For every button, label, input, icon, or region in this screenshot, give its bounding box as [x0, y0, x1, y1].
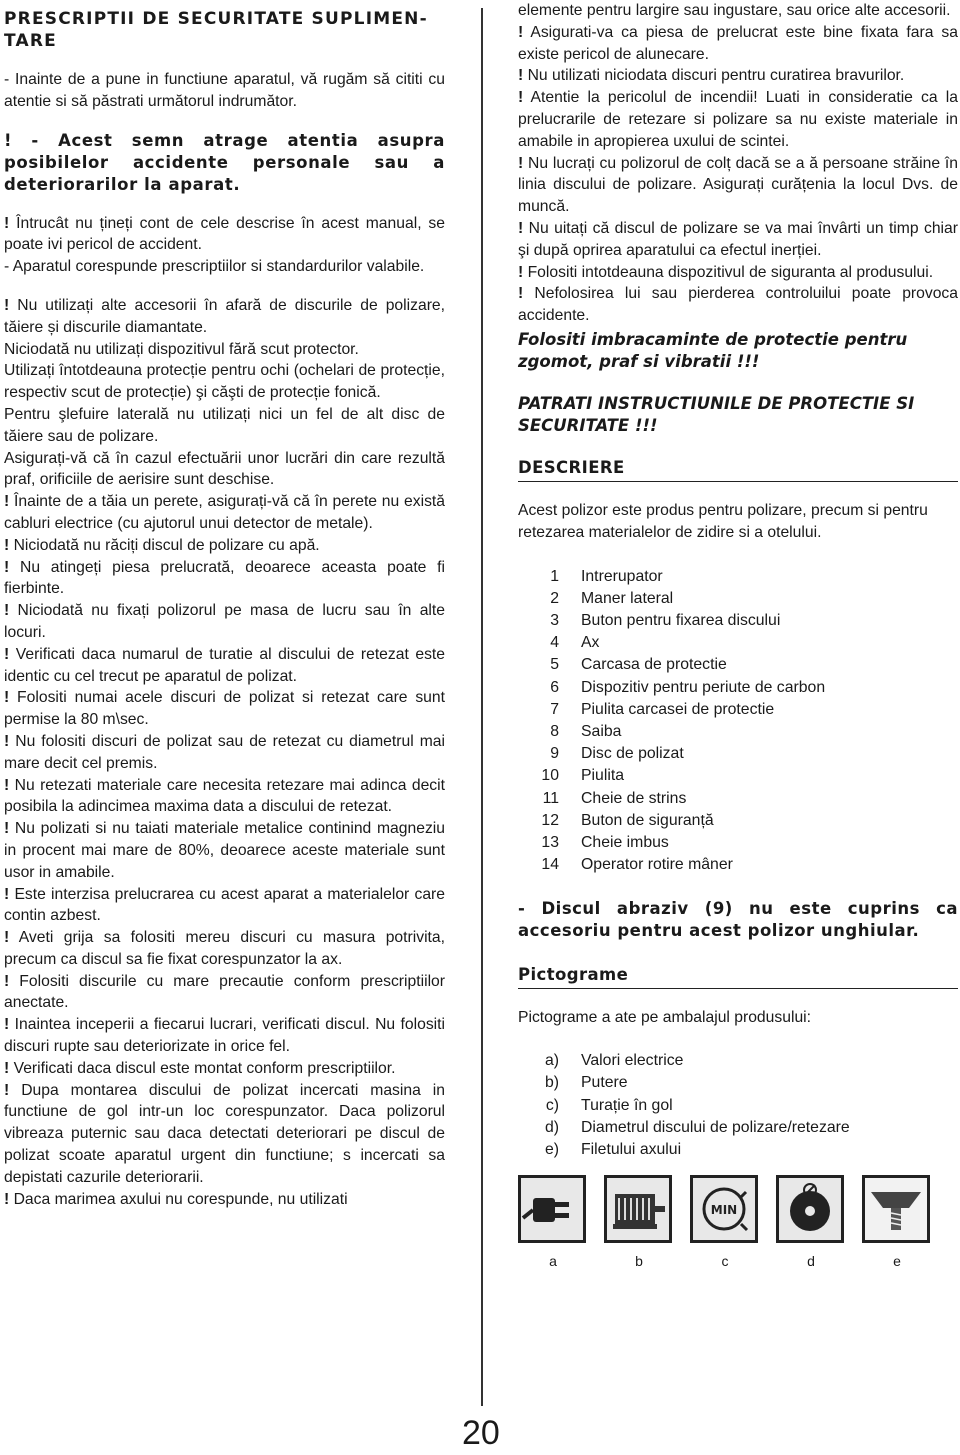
section-title: PRESCRIPTII DE SECURITATE SUPLIMEN-TARE: [4, 9, 428, 51]
warning-bang: !: [4, 1081, 10, 1099]
warning-bang: !: [4, 1190, 10, 1208]
warning-bang: !: [518, 67, 524, 85]
warning-bang: !: [4, 296, 10, 314]
part-item: 10 Piulita: [541, 767, 625, 785]
part-item: 13 Cheie imbus: [541, 833, 669, 851]
paragraph-accessories: ! Nu utilizați alte accesorii în afară de discurile de polizare, tăiere și discurile diamantate.: [4, 296, 445, 336]
pictogram-b: b: [604, 1175, 680, 1271]
warning-item: ! Niciodată nu fixați polizorul pe masa de lucru sau în alte locuri.: [4, 602, 445, 641]
warning-item: ! Nu polizati si nu taiati materiale metalice continind magneziu in procent mai mare de 80%, deoarece aceste materiale sunt usor in amabile.: [4, 820, 445, 881]
pictogram-item: e) Filetului axului: [544, 1141, 682, 1158]
warning-item: ! Nu folositi discuri de polizat sau de retezat cu diametrul mai mare decit cel premis.: [4, 732, 445, 772]
warning-item: ! Nu lucrați cu polizorul de colț dacă se a ă persoane străine în linia discului de polizare. Asigurați curățenia la locul Dvs. de muncă.: [518, 154, 958, 216]
description-text: Acest polizor este produs pentru polizare, precum si pentru retezarea materialelor de zidire si a otelului.: [518, 501, 928, 541]
svg-text:MIN: MIN: [710, 1203, 738, 1218]
part-item: 14 Operator rotire mâner: [541, 856, 733, 874]
parts-list: [518, 566, 958, 877]
warning-item: ! Nu uitați că discul de polizare se va mai învârti un timp chiar şi după oprirea aparatului ca efectul inerției.: [518, 219, 958, 259]
paragraph-side-grinding: Pentru şlefuire laterală nu utilizați nici un fel de alt disc de tăiere sau de polizare.: [4, 405, 445, 445]
warning-item: ! Folositi discurile cu mare precautie conform prescriptiilor anectate.: [4, 972, 445, 1012]
page-number: 20: [462, 1414, 500, 1452]
warning-item: ! Folositi intotdeauna dispozitivul de siguranta al produsului.: [518, 263, 934, 281]
pictogram-strip: [518, 1175, 958, 1271]
warning-item: ! Atentie la pericolul de incendii! Luati in consideratie ca la prelucrarile de retezare si polizare sa nu existe materiale in amabile in apropierea uxului de scintei.: [518, 89, 958, 150]
pictogram-e: e: [862, 1175, 938, 1271]
warning-item: ! Nu utilizati niciodata discuri pentru curatirea bravurilor.: [518, 67, 905, 85]
part-item: 9 Disc de polizat: [550, 745, 684, 763]
pictograms-section: [518, 964, 958, 1271]
keep-instructions-note: PATRATI INSTRUCTIUNILE DE PROTECTIE SI SECURITATE !!!: [518, 393, 915, 435]
paragraph-standards: - Aparatul corespunde prescriptiilor si standardurilor valabile.: [4, 258, 425, 276]
pictogram-item: a) Valori electrice: [544, 1052, 684, 1070]
warning-item: ! Nu atingeți piesa prelucrată, deoarece aceasta poate fi fierbinte.: [4, 558, 445, 598]
pictogram-item: d) Diametrul discului de polizare/retezare: [544, 1118, 850, 1136]
warning-bang: !: [4, 214, 10, 232]
warning-item: ! Inaintea inceperii a fiecarui lucrari, verificati discul. Nu folositi discuri rupte sau deteriorizate in orice fel.: [4, 1016, 445, 1056]
pictogram-item: b) Putere: [544, 1074, 628, 1092]
warning-bang: !: [4, 493, 10, 511]
part-item: 2 Maner lateral: [550, 589, 674, 607]
warning-bang: !: [4, 1059, 10, 1077]
left-column: [4, 0, 445, 1210]
part-item: 6 Dispozitiv pentru periute de carbon: [550, 678, 826, 696]
disc-diameter-icon: [776, 1175, 844, 1243]
warning-bang: !: [4, 885, 10, 903]
part-item: 3 Buton pentru fixarea discului: [550, 611, 781, 629]
paragraph-guard: Niciodată nu utilizați dispozitivul fără scut protector.: [4, 340, 359, 358]
pictograms-title: Pictograme: [518, 964, 958, 989]
warning-bang: !: [4, 1016, 10, 1034]
warning-bang: !: [518, 263, 524, 281]
warning-bang: !: [4, 820, 10, 838]
warning-item: ! Asigurati-va ca piesa de prelucrat este bine fixata fara sa existe pericol de alunecare.: [518, 23, 958, 63]
right-column: [518, 0, 958, 1271]
warning-bang: !: [518, 23, 524, 41]
warning-bang: !: [4, 732, 10, 750]
warning-item: ! Niciodată nu răciți discul de polizare cu apă.: [4, 536, 320, 554]
warning-bang: !: [4, 645, 10, 663]
column-divider: [481, 8, 483, 1406]
description-title: DESCRIERE: [518, 457, 958, 482]
pictograms-text: Pictograme a ate pe ambalajul produsului:: [518, 1009, 812, 1027]
right-warning-list: [518, 22, 958, 327]
abrasive-disc-note: - Discul abraziv (9) nu este cuprins ca accesoriu pentru acest polizor unghiular.: [518, 899, 958, 941]
part-item: 12 Buton de siguranță: [541, 811, 714, 829]
warning-bang: !: [4, 536, 10, 554]
part-item: 1 Intrerupator: [550, 567, 663, 585]
paragraph-dust: Asigurați-vă că în cazul efectuării unor lucrări din care rezultă praf, orificiile de aerisire sunt deschise.: [4, 449, 445, 489]
warning-bang: !: [518, 154, 524, 172]
warning-item: ! Daca marimea axului nu corespunde, nu utilizati: [4, 1190, 348, 1208]
part-item: 7 Piulita carcasei de protectie: [550, 700, 775, 718]
paragraph-accident: ! Întrucât nu țineți cont de cele descrise în acest manual, se poate ivi pericol de accident.: [4, 214, 445, 254]
pictogram-c: MIN c: [690, 1175, 766, 1271]
pictogram-item: c) Turație în gol: [545, 1096, 673, 1114]
warning-sign-text: ! - Acest semn atrage atentia asupra posibilelor accidente personale sau a deteriorarilor la aparat.: [4, 130, 445, 194]
motor-icon: [604, 1175, 672, 1243]
warning-item: ! Verificati daca discul este montat conform prescriptiilor.: [4, 1059, 396, 1077]
warning-bang: !: [4, 776, 10, 794]
paragraph-eye-protection: Utilizați întotdeauna protecție pentru ochi (ochelari de protecție, respectiv scut de protecție) şi căşti de protecție fonică.: [4, 362, 445, 402]
left-warning-list: [4, 491, 445, 1210]
warning-bang: !: [4, 972, 10, 990]
continued-text: elemente pentru largire sau ingustare, sau orice alte accesorii.: [518, 2, 951, 19]
warning-bang: !: [4, 689, 10, 707]
spindle-thread-icon: [862, 1175, 930, 1243]
warning-bang: !: [4, 602, 10, 620]
intro-text: - Inainte de a pune in functiune aparatul, vă rugăm să cititi cu atentie si să păstrati următorul indrumător.: [4, 71, 445, 110]
warning-item: ! Folositi numai acele discuri de polizat si retezat care sunt permise la 80 m\sec.: [4, 689, 445, 729]
protective-clothing-note: Folositi imbracaminte de protectie pentru zgomot, praf si vibratii !!!: [518, 329, 908, 371]
warning-item: ! Este interzisa prelucrarea cu acest aparat a materialelor care contin azbest.: [4, 885, 445, 925]
description-section: [518, 457, 958, 876]
warning-item: ! Dupa montarea discului de polizat incercati masina in functiune de gol intr-un loc corespunzator. Daca polizorul vibreaza puternic sau daca detectati deteriorari pe discul de polizat scoate aparatul urgent din functiune; s incercati sa depistati cazurile deteriorarii.: [4, 1081, 445, 1186]
warning-item: ! Aveti grija sa folositi mereu discuri cu masura potrivita, precum ca discul sa fie fixat corespunzator la ax.: [4, 929, 445, 968]
warning-bang: !: [4, 558, 10, 576]
pictogram-a: a: [518, 1175, 594, 1271]
warning-bang: !: [518, 219, 524, 237]
warning-item: ! Verificati daca numarul de turatie al discului de retezat este identic cu cel trecut pe aparatul de polizat.: [4, 645, 445, 685]
part-item: 5 Carcasa de protectie: [550, 656, 727, 674]
pictogram-d: d: [776, 1175, 852, 1271]
plug-icon: [518, 1175, 586, 1243]
part-item: 8 Saiba: [550, 722, 622, 740]
warning-item: ! Înainte de a tăia un perete, asigurați-vă că în perete nu există cabluri electrice (cu ajutorul unui detector de metale).: [4, 493, 445, 532]
part-item: 4 Ax: [550, 634, 600, 652]
min-speed-icon: [690, 1175, 758, 1243]
warning-item: ! Nu retezati materiale care necesita retezare mai adinca decit posibila la adincimea maxima data a discului de retezat.: [4, 776, 445, 816]
warning-bang: !: [4, 929, 10, 947]
warning-bang: !: [518, 285, 524, 303]
pictograms-list: [518, 1050, 958, 1161]
warning-item: ! Nefolosirea lui sau pierderea controluilui poate provoca accidente.: [518, 285, 958, 325]
part-item: 11 Cheie de strins: [542, 789, 687, 807]
warning-bang: !: [518, 89, 524, 107]
